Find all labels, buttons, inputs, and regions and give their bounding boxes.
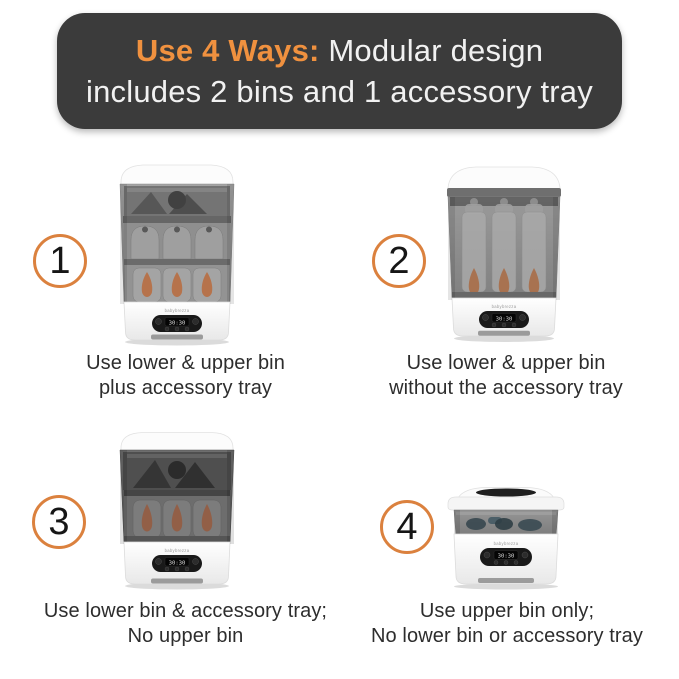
header-title-rest: Modular design [319,33,544,68]
timer-display: 30:30 [168,320,186,327]
caption-config-1-line-2: plus accessory tray [98,377,273,399]
timer-display: 30:30 [495,316,513,323]
step-4-badge [380,500,434,554]
caption-config-3-line-2: No upper bin [127,625,244,647]
header-line-1 [136,30,543,71]
timer-display: 30:30 [168,560,186,567]
caption-config-2-line-1: Use lower & upper bin [406,352,606,374]
sterilizer-both-bins-no-tray-illustration [440,164,568,342]
brand-logo-text: babybrezza [164,548,190,553]
product-photo-config-1 [111,162,243,346]
header-banner [57,13,622,129]
product-photo-config-2 [440,164,568,342]
step-3-number: 3 [48,500,70,543]
brand-logo-text: babybrezza [491,304,517,309]
sterilizer-lower-bin-tray-illustration [111,430,243,590]
step-2-number: 2 [388,239,410,282]
caption-config-2 [350,351,662,401]
brand-logo-text: babybrezza [493,541,519,546]
caption-config-2-line-2: without the accessory tray [389,377,623,399]
caption-config-1 [33,351,338,401]
step-2-badge [372,234,426,288]
caption-config-4-line-1: Use upper bin only; [419,600,595,622]
sterilizer-both-bins-tray-illustration [111,162,243,346]
sterilizer-upper-bin-only-illustration [442,484,570,590]
product-photo-config-4 [442,484,570,590]
caption-config-3 [28,599,343,649]
caption-config-3-line-1: Use lower bin & accessory tray; [43,600,328,622]
caption-config-4-line-2: No lower bin or accessory tray [371,625,643,647]
step-3-badge [32,495,86,549]
step-4-number: 4 [396,505,418,548]
timer-display: 30:30 [497,553,515,560]
header-line-2: includes 2 bins and 1 accessory tray [86,74,593,109]
step-1-number: 1 [49,239,71,282]
caption-config-1-line-1: Use lower & upper bin [86,352,285,374]
header-highlight-text: Use 4 Ways: [135,33,320,68]
brand-logo-text: babybrezza [164,308,190,313]
step-1-badge [33,234,87,288]
product-photo-config-3 [111,430,243,590]
caption-config-4 [348,599,666,649]
